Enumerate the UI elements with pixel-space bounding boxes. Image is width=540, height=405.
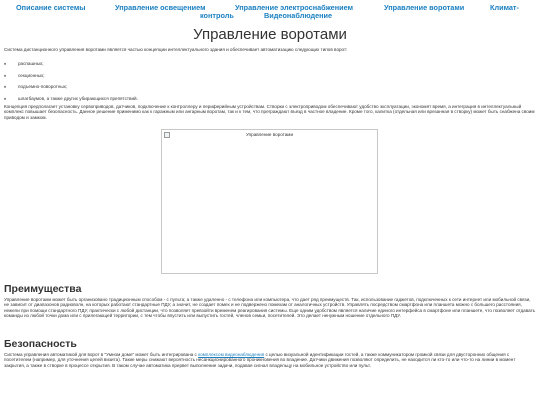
gate-types-list — [4, 61, 304, 107]
nav-link-video-surveillance[interactable]: Видеонаблюдение — [264, 11, 333, 20]
advantages-heading: Преимущества — [4, 283, 82, 295]
list-item: ♦ распашных; — [4, 61, 304, 73]
list-item: ♦ подъемно-поворотных; — [4, 84, 304, 96]
nav-link-climate-control-cont[interactable]: контроль — [200, 11, 234, 20]
security-paragraph — [4, 352, 536, 368]
security-text-after: с целью визуальной идентификации гостей, а также коммуникатором громкой связи для двусторонних общения с посетителем (например, для уточнения целей визита). Такие меры снижают вероятность несанкционированного проникновения во владение. Датчики движения позволяют определить, не находится ли кто-то или что-то на линии в момент закрытия, а также в створке в процессе открытия. В таком случае автоматика прервет выполнение задачи, подавая сигнал владельцу на мобильное устройство или пульт. — [4, 352, 516, 368]
gate-control-image — [161, 129, 378, 274]
nav-link-gate-control[interactable]: Управление воротами — [384, 3, 465, 12]
security-heading: Безопасность — [4, 338, 77, 350]
list-item: ♦ шлагбаумов, а также других убирающихся препятствий. — [4, 96, 304, 108]
advantages-paragraph: Управление воротами может быть организовано традиционным способом - с пульта; а также удаленно - с телефона или компьютера, что дает ряд преимуществ. Так, использование гаджетов, подключенных к сети интернет или мобильной связи, не зависит от диапазонов радиоволн, на которых работают стандартные ПДУ, а значит, не создает помех и не подвержено помехам от аналогичных устройств. Управлять посредством смартфона или планшета можно с большего расстояния, нежели при помощи стандартного ПДУ, практически с любой дистанции, что позволяет превзойти временем реагирования системы. Еще одним удобством является наличие единого интерфейса в смартфоне или планшете, что позволяет отдавать команды из любой точки дома или с прилегающей территории, с тем чтобы впустить или выпустить гостей, членов семьи, посетителей. Это делает ненужным ношение отдельного ПДУ. — [4, 297, 536, 319]
nav-link-lighting-control[interactable]: Управление освещением — [115, 3, 206, 12]
concept-paragraph: Концепция предполагает установку сервоприводов, датчиков, подключение к контроллеру и периферийным устройствам. Створки с электроприводом обеспечивают удобство эксплуатации, экономят время, а интеграция в интеллектуальный комплекс повышает безопасность. Данное решение применимо как к гаражным или ангарным воротам, так и к тем, что преграждают въезд в частное владение. Кроме того, калитка (отдельная или врезанная в створку) может быть снабжена своим приводом и замком. — [4, 104, 535, 120]
nav-link-climate-control[interactable]: Климат- — [490, 3, 519, 12]
nav-link-power-control[interactable]: Управление электроснабжением — [235, 3, 353, 12]
top-navigation — [0, 4, 540, 22]
nav-link-system-description[interactable]: Описание системы — [16, 3, 86, 12]
intro-paragraph: Система дистанционного управления воротами является частью концепции интеллектуального здания и обеспечивает автоматизацию следующих типов ворот: — [4, 47, 348, 52]
security-text-before: Система управления автоматикой для ворот в "Умном доме" может быть интегрирована с — [4, 352, 199, 357]
list-item: ♦ секционных; — [4, 73, 304, 85]
video-surveillance-link[interactable]: комплексом видеонаблюдения — [198, 352, 265, 357]
image-alt-text: Управление воротами — [245, 132, 294, 137]
page-title: Управление воротами — [193, 26, 347, 43]
